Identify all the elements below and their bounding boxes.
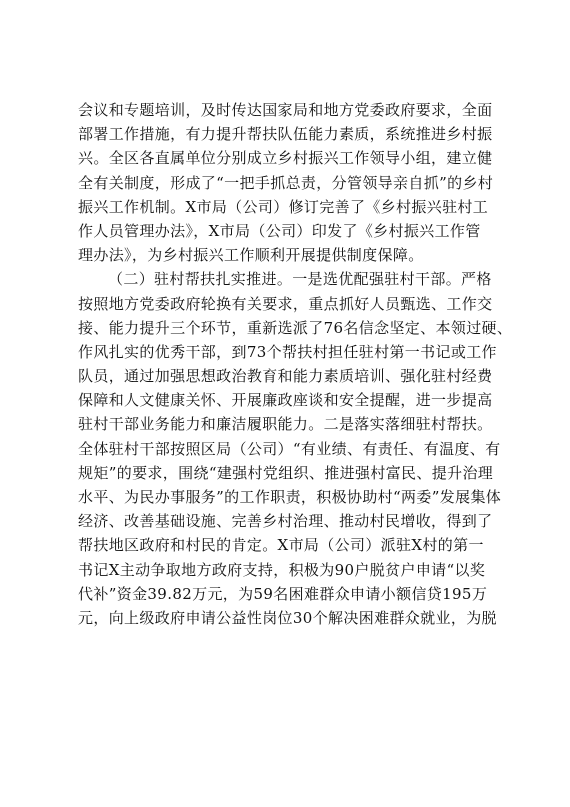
- text-line: 作风扎实的优秀干部，到73个帮扶村担任驻村第一书记或工作: [78, 342, 497, 361]
- text-line: 振兴工作机制。X市局（公司）修订完善了《乡村振兴驻村工: [78, 197, 489, 216]
- text-line: 会议和专题培训，及时传达国家局和地方党委政府要求，全面: [78, 101, 493, 119]
- text-line: 书记X主动争取地方政府支持，积极为90户脱贫户申请“以奖: [78, 560, 486, 579]
- text-line: 保障和人文健康关怀、开展廉政座谈和安全提醒，进一步提高: [78, 391, 493, 410]
- text-line: 兴。全区各直属单位分别成立乡村振兴工作领导小组，建立健: [78, 149, 493, 168]
- text-line: 理办法》，为乡村振兴工作顺利开展提供制度保障。: [78, 246, 424, 265]
- text-line: 代补”资金39.82万元，为59名困难群众申请小额信贷195万: [78, 584, 488, 603]
- body-text: [78, 98, 513, 630]
- text-line: 经济、改善基础设施、完善乡村治理、推动村民增收，得到了: [78, 512, 493, 531]
- text-line: 帮扶地区政府和村民的肯定。X市局（公司）派驻X村的第一: [78, 536, 484, 555]
- text-line: 全体驻村干部按照区局（公司）“有业绩、有责任、有温度、有: [78, 439, 501, 458]
- text-line: 队员，通过加强思想政治教育和能力素质培训、强化驻村经费: [78, 367, 493, 386]
- text-line: 水平、为民办事服务”的工作职责，积极协助村“两委”发展集体: [78, 488, 502, 506]
- text-line: 全有关制度，形成了“一把手抓总责，分管领导亲自抓”的乡村: [78, 173, 494, 192]
- section-heading-line: （二）驻村帮扶扎实推进。一是选优配强驻村干部。严格: [108, 270, 492, 289]
- text-line: 接、能力提升三个环节，重新选派了76名信念坚定、本领过硬、: [78, 318, 513, 337]
- text-line: 作人员管理办法》，X市局（公司）印发了《乡村振兴工作管: [78, 221, 481, 240]
- text-line: 部署工作措施，有力提升帮扶队伍能力素质，系统推进乡村振: [78, 125, 493, 144]
- text-line: 规矩”的要求，围绕“建强村党组织、推进强村富民、提升治理: [78, 463, 494, 482]
- text-line: 驻村干部业务能力和廉洁履职能力。二是落实落细驻村帮扶。: [78, 415, 493, 434]
- text-line: 按照地方党委政府轮换有关要求，重点抓好人员甄选、工作交: [78, 294, 493, 313]
- text-line: 元，向上级政府申请公益性岗位30个解决困难群众就业，为脱: [78, 608, 497, 627]
